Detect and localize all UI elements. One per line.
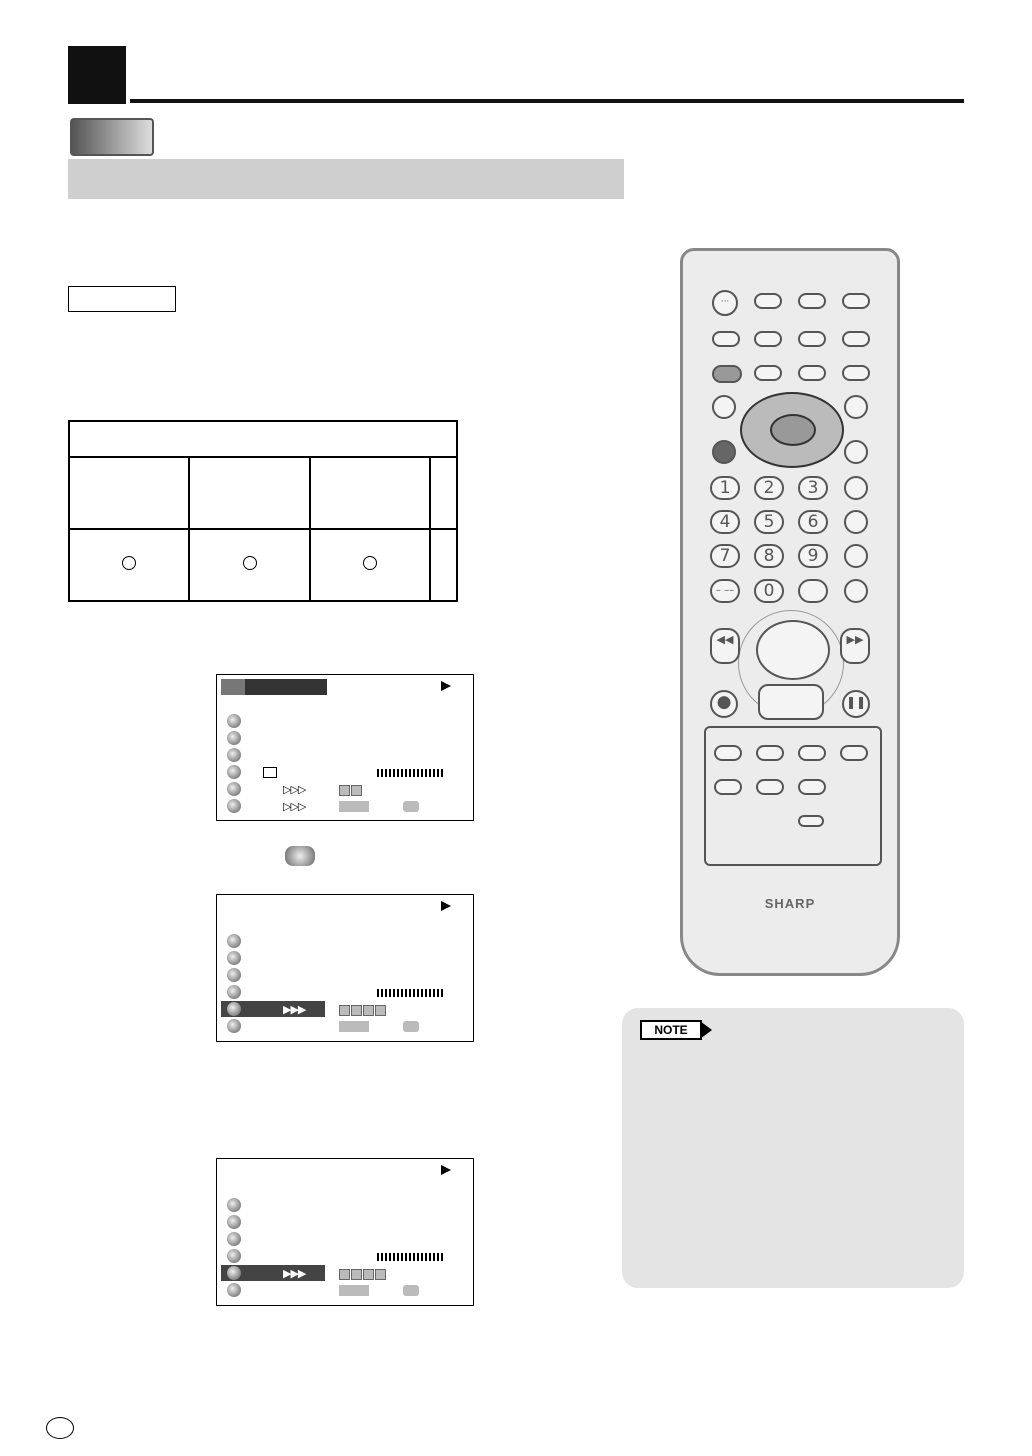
number-key-8[interactable]: 8 xyxy=(754,544,784,568)
remote-round-button[interactable] xyxy=(844,579,868,603)
compatible-circle-icon xyxy=(363,556,377,570)
dolby-icon xyxy=(263,767,277,778)
direction-arrows xyxy=(339,1003,387,1014)
remote-button[interactable] xyxy=(842,331,870,347)
repeat-icon xyxy=(227,1283,241,1297)
remote-button[interactable] xyxy=(798,293,826,309)
audio-icon xyxy=(227,1249,241,1263)
language-badge xyxy=(46,1417,74,1439)
number-key-3[interactable]: 3 xyxy=(798,476,828,500)
enter-box xyxy=(339,1285,369,1296)
repeat-button[interactable] xyxy=(754,365,782,381)
camera-angle-icon xyxy=(227,1232,241,1246)
surround-icon xyxy=(285,846,315,866)
remote-round-button[interactable] xyxy=(844,395,868,419)
skip-back-button[interactable] xyxy=(756,745,784,761)
enter-box xyxy=(339,801,369,812)
note-arrow-icon xyxy=(700,1021,712,1039)
angle-button[interactable] xyxy=(798,365,826,381)
dash-key[interactable]: – –– xyxy=(710,579,740,603)
rewind-button[interactable]: ◀◀ xyxy=(710,628,740,664)
return-icon xyxy=(403,1021,419,1032)
table-cell-2 xyxy=(189,529,309,601)
repeat-level-icon: ▷▷▷ xyxy=(283,800,306,813)
play-button[interactable] xyxy=(756,620,830,680)
compatible-circle-icon xyxy=(243,556,257,570)
remote-button[interactable] xyxy=(712,331,740,347)
remote-button[interactable] xyxy=(798,331,826,347)
remote-round-button[interactable] xyxy=(712,395,736,419)
level-bar xyxy=(377,989,445,997)
surround-level-icon: ▶▶▶ xyxy=(283,1267,306,1280)
camera-angle-icon xyxy=(227,968,241,982)
return-icon xyxy=(403,801,419,812)
audio-icon xyxy=(227,985,241,999)
slow-button[interactable] xyxy=(840,745,868,761)
note-panel xyxy=(622,1008,964,1288)
number-key-7[interactable]: 7 xyxy=(710,544,740,568)
setup-button[interactable] xyxy=(844,440,868,464)
number-key-0[interactable]: 0 xyxy=(754,579,784,603)
switch-button[interactable] xyxy=(798,815,824,827)
enter-button[interactable] xyxy=(770,414,816,446)
surround-icon xyxy=(227,1002,241,1016)
table-cell-4 xyxy=(430,529,457,601)
number-key-4[interactable]: 4 xyxy=(710,510,740,534)
table-column-1 xyxy=(69,457,189,529)
table-column-3 xyxy=(310,457,430,529)
remote-round-button[interactable] xyxy=(844,476,868,500)
record-button[interactable]: ● xyxy=(710,690,738,718)
pause-button[interactable]: ❚❚ xyxy=(842,690,870,718)
table-column-2 xyxy=(189,457,309,529)
play-indicator-icon xyxy=(441,901,451,911)
remote-button[interactable] xyxy=(714,745,742,761)
remote-button[interactable] xyxy=(798,779,826,795)
subtitle-icon xyxy=(227,1215,241,1229)
up-button[interactable] xyxy=(756,779,784,795)
open-close-button[interactable] xyxy=(842,293,870,309)
number-key-1[interactable]: 1 xyxy=(710,476,740,500)
brand-logo: SHARP xyxy=(764,896,816,911)
play-indicator-icon xyxy=(441,1165,451,1175)
remote-button[interactable] xyxy=(798,579,828,603)
stop-button[interactable] xyxy=(758,684,824,720)
fast-forward-button[interactable]: ▶▶ xyxy=(840,628,870,664)
surround-level-icon: ▶▶▶ xyxy=(283,1003,306,1016)
skip-forward-button[interactable] xyxy=(798,745,826,761)
play-indicator-icon xyxy=(441,681,451,691)
pointing-hand-icon xyxy=(68,46,126,104)
power-button[interactable]: ··· xyxy=(712,290,738,316)
remote-button[interactable] xyxy=(754,293,782,309)
number-key-2[interactable]: 2 xyxy=(754,476,784,500)
compatibility-table xyxy=(68,420,458,602)
number-key-9[interactable]: 9 xyxy=(798,544,828,568)
highlighted-button[interactable] xyxy=(712,365,742,383)
camera-angle-icon xyxy=(227,748,241,762)
table-header xyxy=(69,421,457,457)
section-tab xyxy=(70,118,154,156)
level-bar xyxy=(377,769,445,777)
down-button[interactable] xyxy=(714,779,742,795)
surround-icon xyxy=(227,782,241,796)
osd-screen-1 xyxy=(216,674,474,821)
remote-round-button[interactable] xyxy=(844,544,868,568)
number-key-6[interactable]: 6 xyxy=(798,510,828,534)
surround-icon xyxy=(227,1266,241,1280)
subtitle-icon xyxy=(227,731,241,745)
clock-icon xyxy=(227,934,241,948)
table-column-4 xyxy=(430,457,457,529)
table-cell-3 xyxy=(310,529,430,601)
remote-round-button[interactable] xyxy=(844,510,868,534)
subtitle-icon xyxy=(227,951,241,965)
table-cell-1 xyxy=(69,529,189,601)
repeat-icon xyxy=(227,799,241,813)
number-key-5[interactable]: 5 xyxy=(754,510,784,534)
audio-icon xyxy=(227,765,241,779)
osd-screen-2 xyxy=(216,894,474,1042)
remote-button[interactable] xyxy=(754,331,782,347)
up-down-arrows xyxy=(339,783,363,794)
level-bar xyxy=(377,1253,445,1261)
enter-box xyxy=(339,1021,369,1032)
eject-button[interactable] xyxy=(842,365,870,381)
compatible-circle-icon xyxy=(122,556,136,570)
label-box xyxy=(68,286,176,312)
return-button[interactable] xyxy=(712,440,736,464)
osd-title-bar xyxy=(221,679,327,695)
direction-arrows xyxy=(339,1267,387,1278)
title-bar xyxy=(68,159,624,199)
header-rule xyxy=(130,99,964,103)
surround-level-icon: ▷▷▷ xyxy=(283,783,306,796)
osd-screen-3 xyxy=(216,1158,474,1306)
clock-icon xyxy=(227,714,241,728)
note-label: NOTE xyxy=(640,1020,702,1040)
return-icon xyxy=(403,1285,419,1296)
repeat-icon xyxy=(227,1019,241,1033)
clock-icon xyxy=(227,1198,241,1212)
